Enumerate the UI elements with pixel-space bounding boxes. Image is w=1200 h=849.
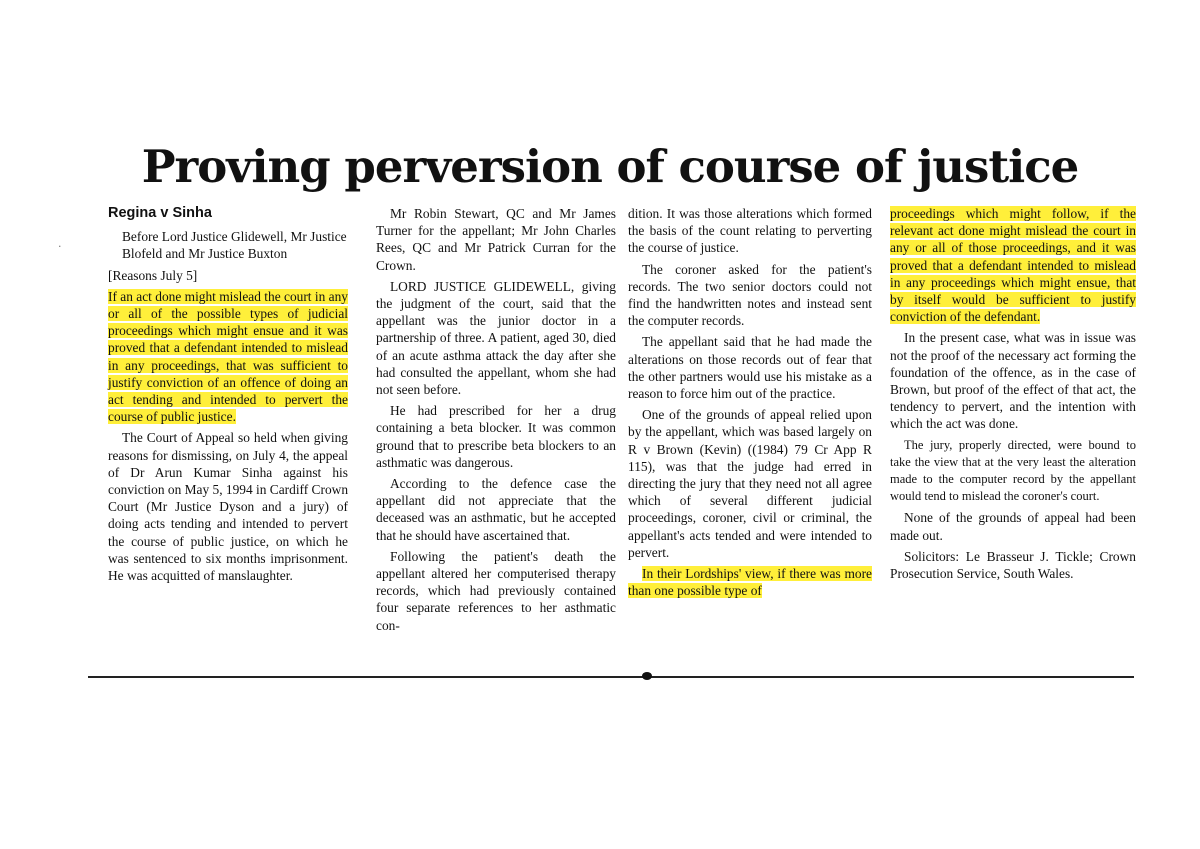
paragraph: He had prescribed for her a drug containing a beta blocker. It was common ground that to prescribe beta blockers to an asthmatic was dangerous. — [376, 403, 616, 470]
column-2 — [376, 205, 616, 638]
bench-judges: Before Lord Justice Glidewell, Mr Justice Blofeld and Mr Justice Buxton — [122, 229, 347, 262]
paragraph: According to the defence case the appellant did not appreciate that the deceased was an asthmatic, but he accepted that he should have ascertained that. — [376, 476, 616, 543]
column-3 — [628, 205, 872, 603]
counsel-paragraph: Mr Robin Stewart, QC and Mr James Turner for the appellant; Mr John Charles Rees, QC and Mr Patrick Curran for the Crown. — [376, 206, 616, 273]
column-1 — [108, 205, 348, 588]
solicitors-paragraph: Solicitors: Le Brasseur J. Tickle; Crown Prosecution Service, South Wales. — [890, 548, 1136, 582]
column-4 — [890, 205, 1136, 586]
paragraph: The appellant said that he had made the alterations on those records out of fear that the other partners would use his mistake as a reason to force him out of the practice. — [628, 334, 872, 402]
paragraph: LORD JUSTICE GLIDEWELL, giving the judgment of the court, said that the appellant was the junior doctor in a partnership of three. A patient, aged 30, died of an acute asthma attack the day after she had consulted the appellant, whom she had not seen before. — [376, 278, 616, 398]
margin-mark: · — [58, 240, 62, 253]
reasons-date: [Reasons July 5] — [108, 267, 198, 283]
paragraph: One of the grounds of appeal relied upon by the appellant, which was based largely on R v Brown (Kevin) ((1984) 79 Cr App R 115), was that the judge had erred in directing the jury that they need not all agree which of several different judicial proceedings, coroner, civil or criminal, the appellant's acts tended and were intended to pervert. — [628, 407, 872, 560]
paragraph: dition. It was those alterations which formed the basis of the count relating to perverting the course of justice. — [628, 206, 872, 256]
rule-ornament — [642, 672, 652, 680]
highlighted-summary: If an act done might mislead the court in any or all of the possible types of judicial proceedings which might ensue and it was proved that a defendant intended to mislead in any proceedings, that was sufficient to justify conviction of an offence of doing an act tending and intended to pervert the course of public justice. — [108, 288, 348, 425]
paragraph: Following the patient's death the appellant altered her computerised therapy records, which had previously contained four separate references to her asthmatic con- — [376, 548, 616, 633]
highlighted-text: In their Lordships' view, if there was more than one possible type of — [628, 566, 872, 599]
paragraph: The Court of Appeal so held when giving reasons for dismissing, on July 4, the appeal of Dr Arun Kumar Sinha against his conviction on May 5, 1994 in Cardiff Crown Court (Mr Justice Dyson and a jury) of doing acts tending and intended to pervert the course of public justice, on which he was sentenced to six months imprisonment. He was acquitted of manslaughter. — [108, 430, 349, 584]
summary-paragraph — [108, 288, 348, 426]
highlighted-text: proceedings which might follow, if the relevant act done might mislead the court in any or all of those proceedings, and it was proved that a defendant intended to mislead in any proceedings which might ensue, that by itself would be sufficient to justify conviction of the defendant. — [890, 206, 1136, 325]
paragraph — [628, 565, 872, 599]
paragraph: In the present case, what was in issue was not the proof of the necessary act forming the foundation of the offence, as in the case of Brown, but proof of the effect of that act, the tendency to pervert, and the intention with which the act was done. — [890, 330, 1136, 432]
bottom-rule — [88, 676, 1134, 678]
paragraph: None of the grounds of appeal had been made out. — [890, 510, 1136, 543]
paragraph — [890, 205, 1136, 325]
headline: Proving perversion of course of justice — [141, 140, 1079, 193]
case-title: Regina v Sinha — [108, 205, 212, 221]
paragraph: The jury, properly directed, were bound to take the view that at the very least the alteration made to the computer record by the appellant would tend to mislead the coroner's court. — [890, 437, 1136, 504]
paragraph: The coroner asked for the patient's records. The two senior doctors could not find the handwritten notes and instead sent the computer records. — [628, 261, 872, 329]
